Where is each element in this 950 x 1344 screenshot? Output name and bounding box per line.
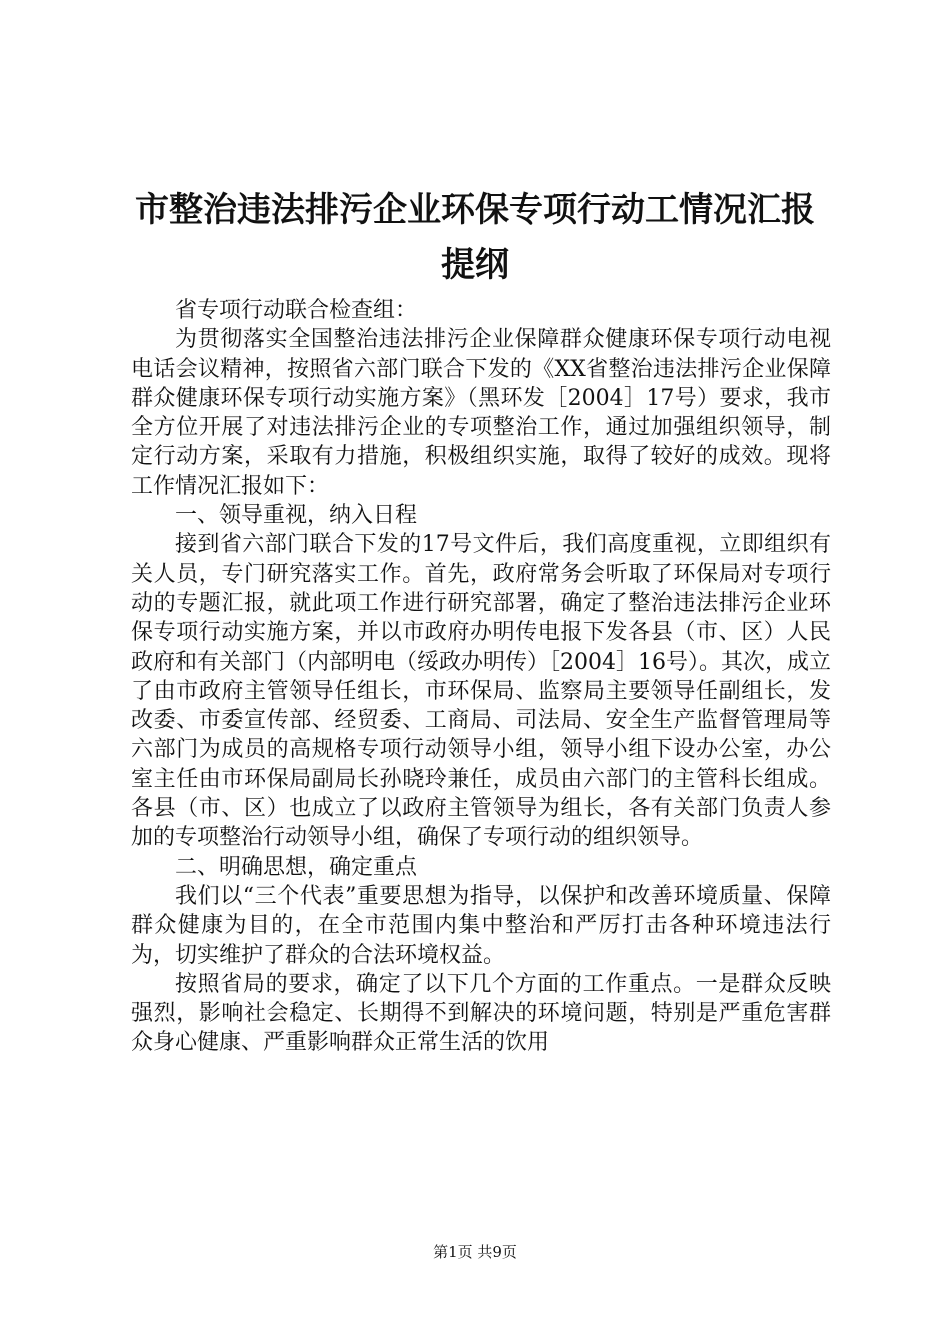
section-heading: 一、领导重视，纳入日程 (175, 503, 418, 529)
paragraph: 为贯彻落实全国整治违法排污企业保障群众健康环保专项行动电视电话会议精神，按照省六部门联合下发的《XX省整治违法排污企业保障群众健康环保专项行动实施方案》（黑环发［2004］17号）要求，我市全方位开展了对违法排污企业的专项整治工作，通过加强组织领导，制定行动方案，采取有力措施，积极组织实施，取得了较好的成效。现将工作情况汇报如下： (131, 327, 831, 499)
section-heading: 二、明确思想，确定重点 (175, 854, 418, 880)
document-title-line-2: 提纲 (441, 245, 509, 285)
paragraph: 我们以“三个代表”重要思想为指导，以保护和改善环境质量、保障群众健康为目的，在全市范围内集中整治和严厉打击各种环境违法行为，切实维护了群众的合法环境权益。 (131, 883, 831, 968)
document-title-line-1: 市整治违法排污企业环保专项行动工情况汇报 (135, 190, 815, 230)
page-number-footer: 第1页 共9页 (433, 1243, 517, 1261)
document-body (131, 296, 831, 1058)
paragraph: 接到省六部门联合下发的17号文件后，我们高度重视，立即组织有关人员，专门研究落实工作。首先，政府常务会听取了环保局对专项行动的专题汇报，就此项工作进行研究部署，确定了整治违法排污企业环保专项行动实施方案，并以市政府办明传电报下发各县（市、区）人民政府和有关部门（内部明电（绥政办明传）［2004］16号）。其次，成立了由市政府主管领导任组长，市环保局、监察局主要领导任副组长，发改委、市委宣传部、经贸委、工商局、司法局、安全生产监督管理局等六部门为成员的高规格专项行动领导小组，领导小组下设办公室，办公室主任由市环保局副局长孙晓玲兼任，成员由六部门的主管科长组成。各县（市、区）也成立了以政府主管领导为组长，各有关部门负责人参加的专项整治行动领导小组，确保了专项行动的组织领导。 (131, 532, 831, 851)
paragraph: 按照省局的要求，确定了以下几个方面的工作重点。一是群众反映强烈，影响社会稳定、长期得不到解决的环境问题，特别是严重危害群众身心健康、严重影响群众正常生活的饮用 (131, 971, 831, 1056)
salutation: 省专项行动联合检查组： (175, 298, 418, 323)
